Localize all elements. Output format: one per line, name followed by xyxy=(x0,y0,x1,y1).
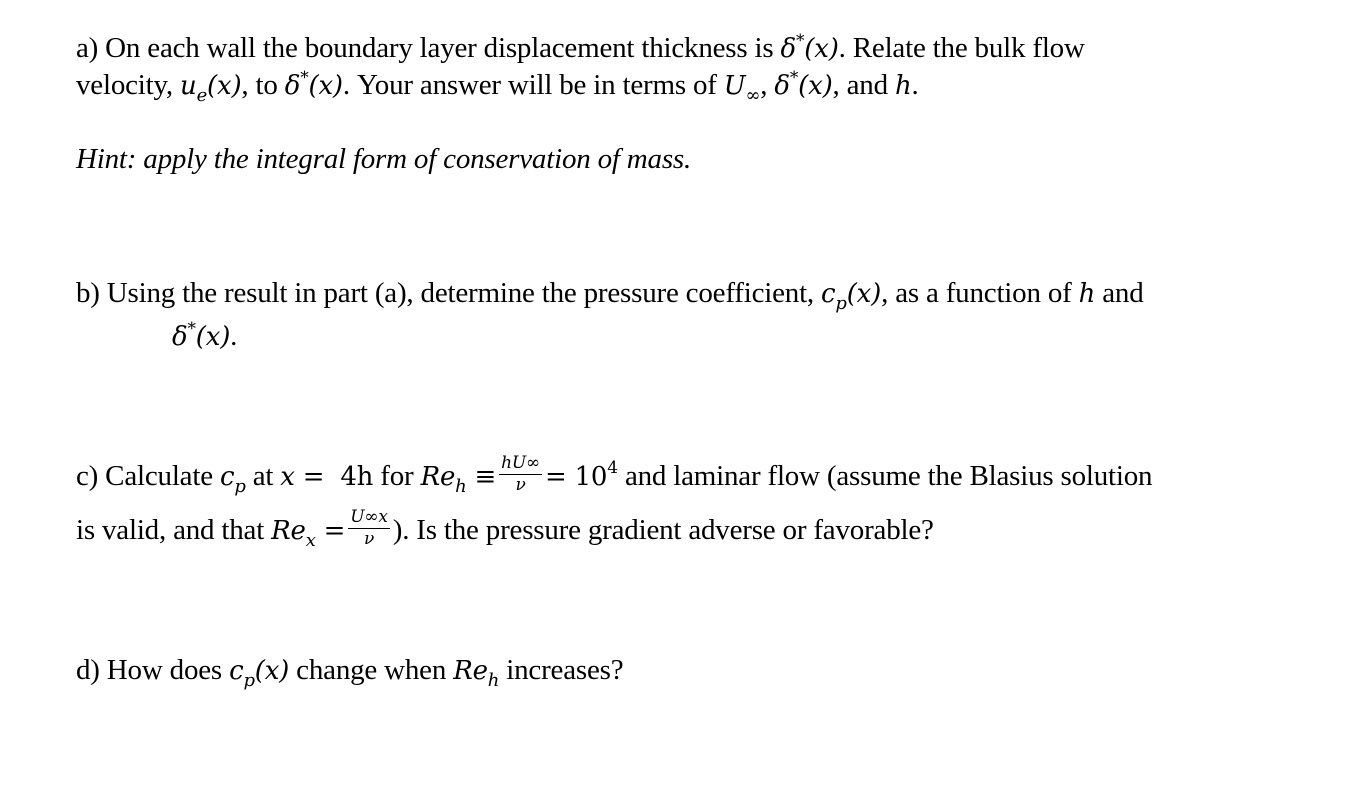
c-symbol: c xyxy=(821,279,836,309)
text-segment: and laminar flow (assume the Blasius solution xyxy=(617,460,1153,493)
h-symbol: h xyxy=(1078,279,1096,309)
x-value-text: 4h xyxy=(340,462,374,493)
subscript-h: h xyxy=(487,670,500,691)
reynolds-symbol: Re xyxy=(420,462,456,493)
text-segment: , xyxy=(760,69,775,101)
ten-base: 10 xyxy=(574,462,608,493)
equivalence-sign: ≡ xyxy=(474,462,497,493)
delta-symbol: δ xyxy=(284,71,301,101)
delta-symbol: δ xyxy=(780,34,796,64)
text-segment: . xyxy=(230,320,238,352)
part-b-line-2 xyxy=(172,319,238,352)
infinity-subscript: ∞ xyxy=(745,85,761,106)
text-segment: change when xyxy=(289,654,454,686)
text-segment: ). Is the pressure gradient adverse or favorable? xyxy=(392,514,934,547)
text-segment: and xyxy=(1095,277,1144,309)
x-value xyxy=(340,462,373,492)
star-superscript: * xyxy=(187,319,196,339)
subscript-p: p xyxy=(234,476,246,498)
equals-sign: = xyxy=(302,462,325,493)
subscript-p: p xyxy=(835,293,847,314)
reynolds-x-fraction xyxy=(348,508,389,549)
x-symbol: x xyxy=(280,462,295,493)
part-d-line xyxy=(76,654,624,691)
text-segment: . Your answer will be in terms of xyxy=(342,69,724,101)
star-superscript: * xyxy=(795,31,805,51)
function-argument: (x) xyxy=(846,279,882,309)
part-a-line-2 xyxy=(76,68,919,106)
reynolds-h-fraction xyxy=(499,454,542,495)
fraction-denominator: ν xyxy=(515,474,526,495)
subscript-p: p xyxy=(243,670,255,691)
function-argument: (x) xyxy=(308,71,343,101)
star-superscript: * xyxy=(789,68,799,88)
text-segment: , and xyxy=(832,69,895,101)
part-c-line-1 xyxy=(76,453,1153,499)
text-segment: for xyxy=(373,460,421,493)
delta-symbol: δ xyxy=(172,322,188,352)
part-b-line-1 xyxy=(76,277,1144,314)
text-segment: velocity, xyxy=(76,69,181,101)
part-a-text: a) On each wall the boundary layer displacement thickness is xyxy=(76,32,781,64)
text-segment: at xyxy=(245,460,281,493)
function-argument: (x) xyxy=(254,656,290,686)
c-symbol: c xyxy=(229,656,244,686)
fraction-numerator: U∞x xyxy=(350,507,388,527)
equals-sign: = xyxy=(544,462,567,493)
function-argument: (x) xyxy=(207,71,242,101)
text-segment: is valid, and that xyxy=(76,514,272,547)
part-b-text: b) Using the result in part (a), determine the pressure coefficient, xyxy=(76,277,822,309)
part-a-line-1 xyxy=(76,31,1085,64)
function-argument: (x) xyxy=(798,71,833,101)
part-a-hint: Hint: apply the integral form of conservation of mass. xyxy=(76,143,692,175)
part-c-text: c) Calculate xyxy=(76,460,220,493)
subscript-e: e xyxy=(196,85,208,106)
star-superscript: * xyxy=(300,68,309,88)
equals-sign: = xyxy=(323,516,346,547)
fraction-denominator: ν xyxy=(363,528,375,549)
text-segment: increases? xyxy=(499,654,624,686)
freestream-velocity-symbol: U xyxy=(723,71,746,101)
reynolds-symbol: Re xyxy=(453,656,488,686)
c-symbol: c xyxy=(219,462,235,493)
velocity-symbol: u xyxy=(180,71,197,101)
text-segment: , to xyxy=(241,69,285,101)
fraction-numerator: hU∞ xyxy=(501,453,540,473)
h-symbol: h xyxy=(894,71,912,101)
text-segment: . xyxy=(911,69,919,101)
subscript-h: h xyxy=(455,476,467,498)
part-a-text-tail: . Relate the bulk flow xyxy=(838,32,1085,64)
part-d-text: d) How does xyxy=(76,654,230,686)
function-argument: (x) xyxy=(804,34,839,64)
text-segment: , as a function of xyxy=(881,277,1079,309)
exponent: 4 xyxy=(607,458,618,479)
function-argument: (x) xyxy=(195,322,231,352)
reynolds-symbol: Re xyxy=(271,516,306,547)
part-c-line-2 xyxy=(76,507,934,553)
delta-symbol: δ xyxy=(774,71,790,101)
subscript-x: x xyxy=(305,530,316,552)
